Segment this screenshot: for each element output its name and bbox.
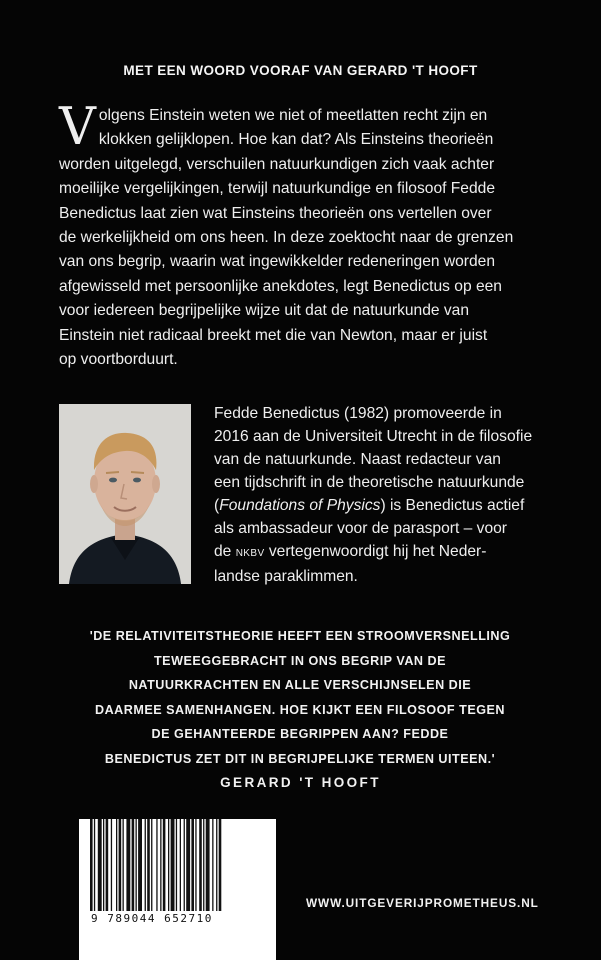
barcode-bar: [171, 819, 175, 911]
barcode-bar: [212, 819, 213, 911]
barcode-panel: [79, 819, 276, 960]
author-portrait-illustration: [59, 404, 191, 584]
barcode-bar: [136, 819, 137, 911]
bio-line: van de natuurkunde. Naast redacteur van: [214, 451, 501, 468]
barcode-bar: [90, 819, 93, 911]
barcode-bar: [147, 819, 150, 911]
barcode-bar: [160, 819, 161, 911]
barcode-bar: [156, 819, 157, 911]
blurb-line: voor iedereen begrijpelijke wijze uit dat de natuurkunde van: [59, 302, 470, 320]
barcode-bar: [123, 819, 124, 911]
nkbv-abbreviation: NKBV: [235, 548, 265, 559]
blurb-line: van ons begrip, waarin wat ingewikkelder redeneringen worden: [59, 253, 496, 271]
blurb-line: klokken gelijklopen. Hoe kan dat? Als Einsteins theorieën: [98, 131, 494, 149]
blurb-line: worden uitgelegd, verschuilen natuurkundigen zich vaak achter: [59, 155, 495, 173]
author-bio: [214, 402, 544, 588]
quote-line: TEWEEGGEBRACHT IN ONS BEGRIP VAN DE: [153, 653, 447, 668]
barcode-bar: [145, 819, 146, 911]
quote-line: NATUURKRACHTEN EN ALLE VERSCHIJNSELEN DIE: [128, 678, 472, 693]
barcode-bar: [199, 819, 202, 911]
bio-line: landse paraklimmen.: [214, 568, 358, 585]
barcode-bar: [216, 819, 217, 911]
blurb-line: Einstein niet radicaal breekt met die van Newton, maar er juist: [59, 326, 488, 344]
bio-line: als ambassadeur voor de parasport – voor: [214, 520, 507, 537]
endorsement-quote: [60, 624, 540, 772]
isbn-number: 9 789044 652710: [91, 912, 213, 925]
blurb-line: afgewisseld met persoonlijke anekdotes, legt Benedictus op een: [59, 277, 502, 295]
barcode-bar: [219, 819, 222, 911]
bio-line-pre: de: [214, 543, 236, 560]
barcode-bar: [94, 819, 95, 911]
quote-line: 'DE RELATIVITEITSTHEORIE HEEFT EEN STROOMVERSNELLING: [89, 629, 511, 643]
blurb-line: de werkelijkheid om ons heen. In deze zoektocht naar de grenzen: [59, 229, 514, 247]
barcode-bar: [168, 819, 169, 911]
blurb-line: olgens Einstein weten we niet of meetlatten recht zijn en: [98, 107, 488, 124]
barcode-bar: [126, 819, 130, 911]
barcode-bar: [138, 819, 142, 911]
drop-cap: V: [59, 98, 96, 157]
barcode-bar: [163, 819, 166, 911]
journal-title: Foundations of Physics: [219, 497, 381, 514]
barcode-bar: [98, 819, 102, 911]
publisher-website-link[interactable]: WWW.UITGEVERIJPROMETHEUS.NL: [306, 896, 539, 910]
barcode-bar: [206, 819, 210, 911]
barcode-bar: [195, 819, 196, 911]
barcode-bar: [151, 819, 152, 911]
quote-line: DE GEHANTEERDE BEGRIPPEN AAN? FEDDE: [151, 727, 449, 742]
bio-line: [214, 497, 524, 514]
barcode-icon: [90, 819, 266, 911]
barcode-bar: [191, 819, 194, 911]
quote-author: GERARD 'T HOOFT: [220, 775, 381, 790]
barcode-bar: [176, 819, 177, 911]
barcode-bar: [116, 819, 117, 911]
blurb-line: Benedictus laat zien wat Einsteins theorieën ons vertellen over: [59, 204, 492, 222]
quote-line: BENEDICTUS ZET DIT IN BEGRIJPELIJKE TERMEN UITEEN.': [104, 751, 496, 766]
barcode-bar: [119, 819, 122, 911]
bio-line-rest: ) is Benedictus actief: [380, 497, 525, 514]
barcode-bar: [186, 819, 190, 911]
barcode-bar: [132, 819, 135, 911]
cover-header: MET EEN WOORD VOORAF VAN GERARD 'T HOOFT: [123, 63, 478, 78]
bio-paren-open: (: [214, 497, 220, 514]
barcode-bar: [111, 819, 112, 911]
blurb-text: [59, 98, 547, 372]
barcode-bar: [203, 819, 204, 911]
bio-line-rest: vertegenwoordigt hij het Neder-: [264, 543, 487, 560]
bio-line: een tijdschrift in de theoretische natuurkunde: [214, 474, 525, 491]
author-photo: [59, 404, 191, 584]
blurb-line: moeilijke vergelijkingen, terwijl natuurkundige en filosoof Fedde: [59, 180, 496, 198]
bio-line: [214, 543, 486, 560]
bio-line: 2016 aan de Universiteit Utrecht in de filosofie: [214, 428, 533, 445]
barcode-bar: [106, 819, 109, 911]
quote-line: DAARMEE SAMENHANGEN. HOE KIJKT EEN FILOSOOF TEGEN: [94, 702, 506, 717]
barcode-bar: [180, 819, 181, 911]
barcode-bar: [184, 819, 185, 911]
barcode-bar: [103, 819, 104, 911]
bio-line: Fedde Benedictus (1982) promoveerde in: [214, 405, 502, 422]
blurb-line: op voortborduurt.: [59, 351, 178, 369]
